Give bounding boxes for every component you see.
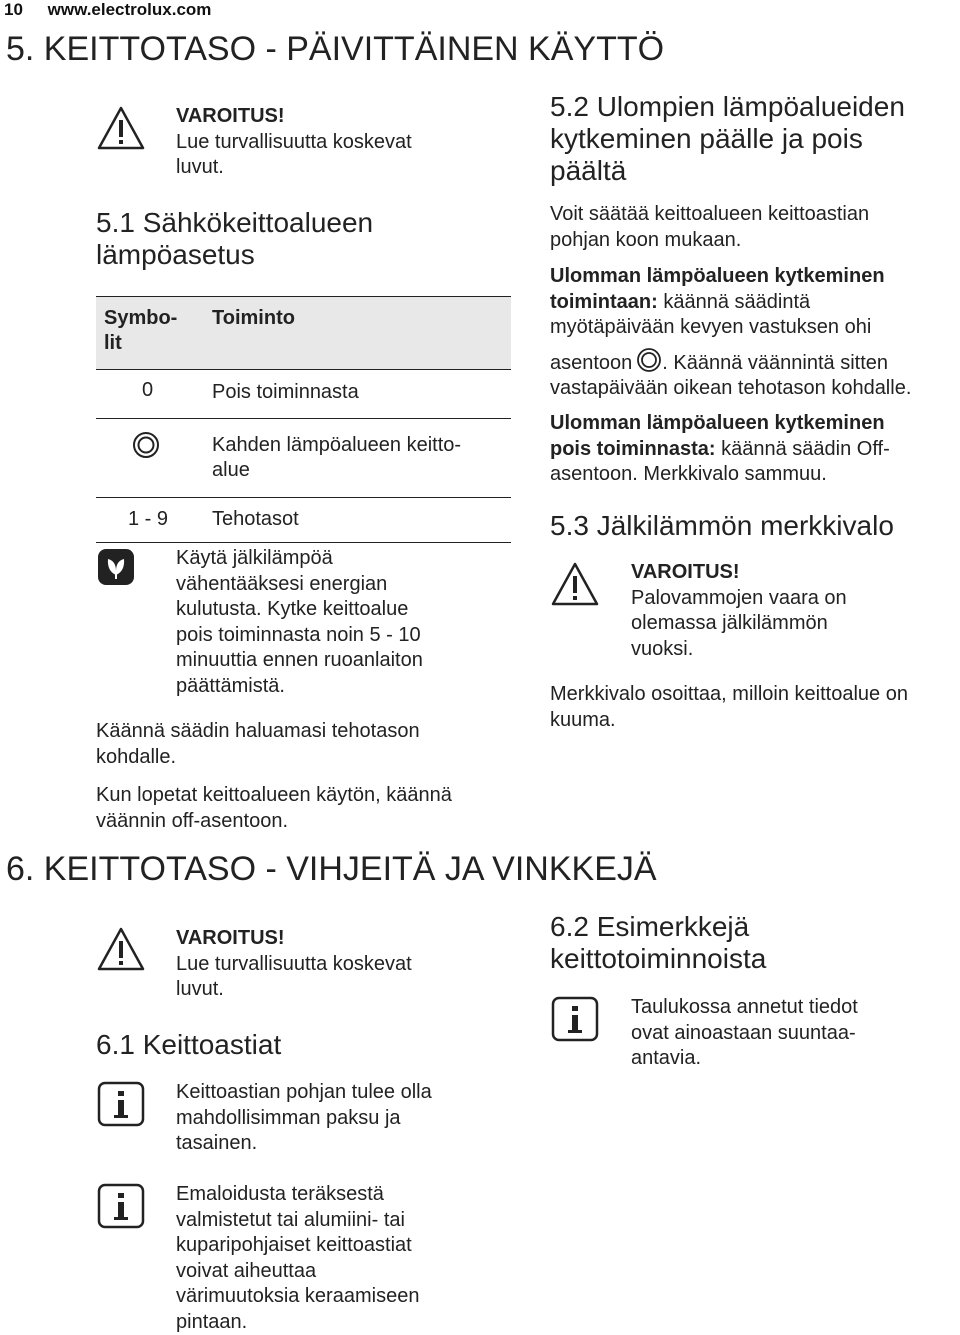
info-text: Emaloidusta teräksestä (176, 1182, 419, 1208)
section-6-1-title: 6.1 Keittoastiat (96, 1029, 281, 1061)
warning-text: luvut. (176, 155, 412, 181)
outer-zone-on-instructions (550, 264, 960, 402)
instruction-heading: Ulomman lämpöalueen kytkeminen (550, 411, 960, 437)
heat-setting-table (96, 296, 511, 543)
eco-leaf-icon (96, 547, 136, 587)
warning-text: olemassa jälkilämmön (631, 611, 847, 637)
tip-line: vähentääksesi energian (176, 572, 423, 598)
instruction-text: asentoon. Merkkivalo sammuu. (550, 462, 960, 488)
paragraph (96, 783, 452, 834)
instruction-text: käännä säädintä (658, 291, 810, 313)
table-cell-function: Pois toiminnasta (212, 380, 502, 405)
paragraph-line: pohjan koon mukaan. (550, 228, 869, 254)
website-url: www.electrolux.com (48, 0, 212, 19)
warning-text: Lue turvallisuutta koskevat (176, 952, 412, 978)
info-icon (96, 1182, 146, 1230)
double-ring-icon (132, 431, 160, 459)
table-cell-function (212, 433, 502, 483)
paragraph (550, 682, 908, 733)
paragraph-line: väännin off-asentoon. (96, 809, 452, 835)
table-row (96, 498, 511, 543)
tip-line: pois toiminnasta noin 5 - 10 (176, 623, 423, 649)
warning-icon (96, 925, 146, 973)
page-number: 10 (4, 0, 23, 19)
instruction-text: käännä säädin Off- (716, 438, 890, 460)
warning-text: Palovammojen vaara on (631, 586, 847, 612)
section-title-line: lämpöasetus (96, 239, 373, 271)
tip-line: Käytä jälkilämpöä (176, 546, 423, 572)
instruction-heading: pois toiminnasta: (550, 438, 716, 460)
paragraph (96, 719, 420, 770)
warning-title: VAROITUS! (631, 560, 847, 586)
info-text: pintaan. (176, 1310, 419, 1335)
tip-line: päättämistä. (176, 674, 423, 700)
cell-text: alue (212, 458, 502, 483)
info-text: tasainen. (176, 1131, 432, 1157)
info-text: Taulukossa annetut tiedot (631, 995, 858, 1021)
info-text: voivat aiheuttaa (176, 1259, 419, 1285)
paragraph-line: Kun lopetat keittoalueen käytön, käännä (96, 783, 452, 809)
info-text: kuparipohjaiset keittoastiat (176, 1233, 419, 1259)
table-header-row (96, 296, 511, 370)
outer-zone-off-instructions (550, 411, 960, 488)
paragraph-line: Merkkivalo osoittaa, milloin keittoalue on (550, 682, 908, 708)
warning-text: luvut. (176, 977, 412, 1003)
header-text: Symbo- (104, 306, 177, 331)
section-title-line: keittotoiminnoista (550, 943, 766, 975)
page-header (4, 0, 211, 20)
section-title-line: päältä (550, 155, 905, 187)
section-title-line: 5.1 Sähkökeittoalueen (96, 207, 373, 239)
section-5-title: 5. KEITTOTASO - PÄIVITTÄINEN KÄYTTÖ (6, 32, 664, 66)
info-text: Keittoastian pohjan tulee olla (176, 1080, 432, 1106)
info-block (176, 1080, 432, 1157)
paragraph-line: Voit säätää keittoalueen keittoastian (550, 202, 869, 228)
instruction-heading: Ulomman lämpöalueen kytkeminen (550, 264, 960, 290)
info-block (631, 995, 858, 1072)
section-title-line: kytkeminen päälle ja pois (550, 123, 905, 155)
table-row (96, 370, 511, 419)
warning-title: VAROITUS! (176, 104, 412, 130)
table-cell-symbol: 1 - 9 (128, 507, 168, 532)
paragraph-line: kuuma. (550, 708, 908, 734)
section-title-line: 6.2 Esimerkkejä (550, 911, 766, 943)
tip-line: minuuttia ennen ruoanlaiton (176, 648, 423, 674)
paragraph (550, 202, 869, 253)
warning-text: Lue turvallisuutta koskevat (176, 130, 412, 156)
info-text: värimuutoksia keraamiseen (176, 1284, 419, 1310)
warning-icon (96, 104, 146, 152)
warning-text: vuoksi. (631, 637, 847, 663)
warning-icon (550, 560, 600, 608)
warning-block (176, 926, 412, 1003)
section-6-title: 6. KEITTOTASO - VIHJEITÄ JA VINKKEJÄ (6, 852, 657, 886)
paragraph-line: Käännä säädin haluamasi tehotason (96, 719, 420, 745)
instruction-heading: toimintaan: (550, 291, 658, 313)
table-header-symbol (104, 306, 177, 356)
instruction-text: myötäpäivään kevyen vastuksen ohi (550, 315, 960, 341)
table-row (96, 419, 511, 498)
info-icon (550, 995, 600, 1043)
instruction-text: asentoon (550, 352, 632, 374)
instruction-text: vastapäivään oikean tehotason kohdalle. (550, 376, 960, 402)
section-5-2-title (550, 91, 905, 187)
section-6-2-title (550, 911, 766, 975)
tip-line: kulutusta. Kytke keittoalue (176, 597, 423, 623)
double-ring-icon (636, 347, 662, 373)
section-title-line: 5.2 Ulompien lämpöalueiden (550, 91, 905, 123)
table-cell-symbol: 0 (142, 378, 153, 403)
section-5-3-title: 5.3 Jälkilämmön merkkivalo (550, 510, 894, 542)
info-text: valmistetut tai alumiini- tai (176, 1208, 419, 1234)
paragraph-line: kohdalle. (96, 745, 420, 771)
header-text: lit (104, 331, 177, 356)
info-text: antavia. (631, 1046, 858, 1072)
warning-block (176, 104, 412, 181)
energy-tip (176, 546, 423, 699)
section-5-1-title (96, 207, 373, 271)
table-cell-function: Tehotasot (212, 507, 502, 532)
instruction-text: . Käännä väännintä sitten (662, 352, 888, 374)
info-text: ovat ainoastaan suuntaa- (631, 1021, 858, 1047)
info-text: mahdollisimman paksu ja (176, 1106, 432, 1132)
warning-title: VAROITUS! (176, 926, 412, 952)
info-block (176, 1182, 419, 1335)
info-icon (96, 1080, 146, 1128)
cell-text: Kahden lämpöalueen keitto- (212, 433, 502, 458)
warning-block (631, 560, 847, 662)
table-header-function: Toiminto (212, 306, 502, 331)
